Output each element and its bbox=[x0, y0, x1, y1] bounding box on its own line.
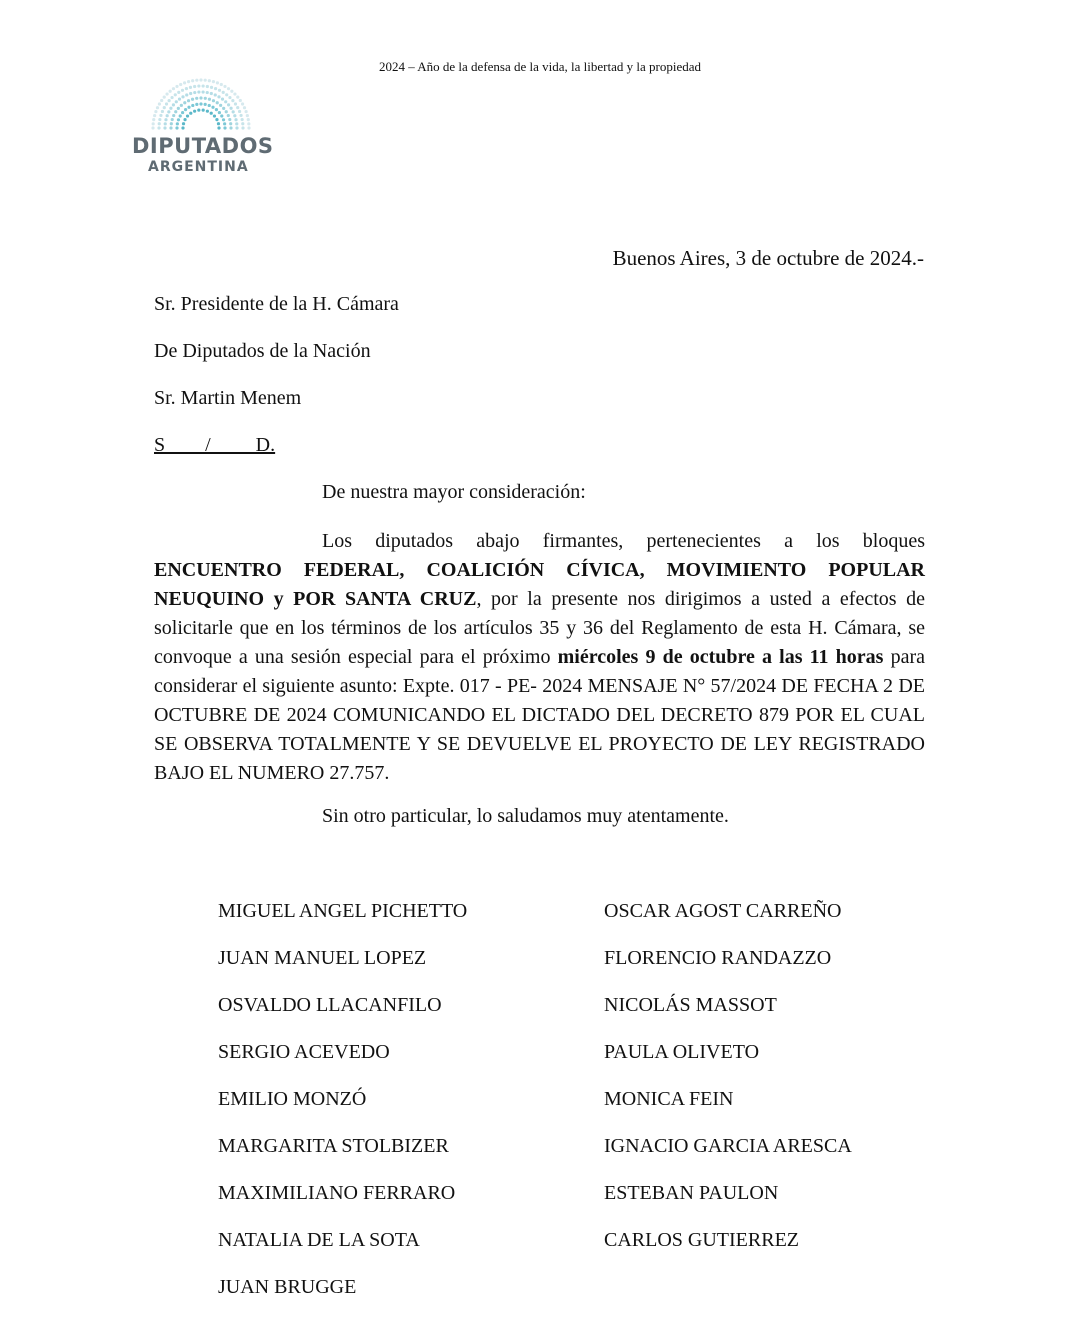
signer-name: EMILIO MONZÓ bbox=[218, 1088, 367, 1110]
greeting: De nuestra mayor consideración: bbox=[322, 481, 586, 503]
signer-name: OSVALDO LLACANFILO bbox=[218, 994, 442, 1016]
body-blocks: ENCUENTRO FEDERAL, COALICIÓN CÍVICA, MOVIMIENTO POPULAR NEUQUINO y POR SANTA CRUZ bbox=[154, 559, 925, 610]
signer-name: NATALIA DE LA SOTA bbox=[218, 1229, 420, 1251]
signer-name: JUAN MANUEL LOPEZ bbox=[218, 947, 427, 969]
signer-name: FLORENCIO RANDAZZO bbox=[604, 947, 832, 969]
recipient-line-1: Sr. Presidente de la H. Cámara bbox=[154, 293, 399, 315]
signer-name: MAXIMILIANO FERRARO bbox=[218, 1182, 456, 1204]
signer-name: NICOLÁS MASSOT bbox=[604, 994, 777, 1016]
header-motto: 2024 – Año de la defensa de la vida, la libertad y la propiedad bbox=[378, 59, 701, 74]
signer-name: MARGARITA STOLBIZER bbox=[218, 1135, 449, 1157]
signer-name: MIGUEL ANGEL PICHETTO bbox=[218, 900, 468, 922]
recipient-line-2: De Diputados de la Nación bbox=[154, 340, 371, 362]
body-intro: Los diputados abajo firmantes, pertenecientes a los bloques bbox=[322, 530, 925, 552]
logo-subtitle: ARGENTINA bbox=[148, 159, 249, 175]
letter-date: Buenos Aires, 3 de octubre de 2024.- bbox=[612, 246, 924, 270]
closing: Sin otro particular, lo saludamos muy atentamente. bbox=[322, 805, 729, 827]
signer-name: SERGIO ACEVEDO bbox=[218, 1041, 390, 1063]
signer-name: ESTEBAN PAULON bbox=[604, 1182, 779, 1204]
diputados-logo bbox=[132, 78, 272, 176]
sd-line: S / D. bbox=[154, 434, 276, 456]
signers-right-column bbox=[604, 898, 852, 1274]
body-subject: para considerar el siguiente asunto: Expte. 017 - PE- 2024 MENSAJE N° 57/2024 DE FECHA 2 DE OCTUBRE DE 2024 COMUNICANDO EL DICTADO DEL DECRETO 879 POR EL CUAL SE OBSERVA TOTALMENTE Y SE DEVUELVE EL PROYECTO DE LEY REGISTRADO BAJO EL NUMERO 27.757. bbox=[154, 646, 925, 784]
recipient-line-3: Sr. Martin Menem bbox=[154, 387, 302, 409]
body-session-date: miércoles 9 de octubre a las 11 horas bbox=[557, 646, 884, 668]
signer-name: IGNACIO GARCIA ARESCA bbox=[604, 1135, 852, 1157]
logo-title: DIPUTADOS bbox=[132, 134, 274, 158]
signers-left-column bbox=[218, 898, 467, 1321]
signer-name: PAULA OLIVETO bbox=[604, 1041, 760, 1063]
signer-name: MONICA FEIN bbox=[604, 1088, 734, 1110]
chamber-seats-icon bbox=[146, 78, 256, 132]
signer-name: CARLOS GUTIERREZ bbox=[604, 1229, 799, 1251]
body-request: , por la presente nos dirigimos a usted a efectos de solicitarle que en los términos de los artículos 35 y 36 del Reglamento de esta H. Cámara, se convoque a una sesión especial para el próximo bbox=[154, 588, 926, 668]
signer-name: OSCAR AGOST CARREÑO bbox=[604, 900, 842, 922]
signer-name: JUAN BRUGGE bbox=[218, 1276, 357, 1298]
letter-body bbox=[154, 527, 925, 788]
